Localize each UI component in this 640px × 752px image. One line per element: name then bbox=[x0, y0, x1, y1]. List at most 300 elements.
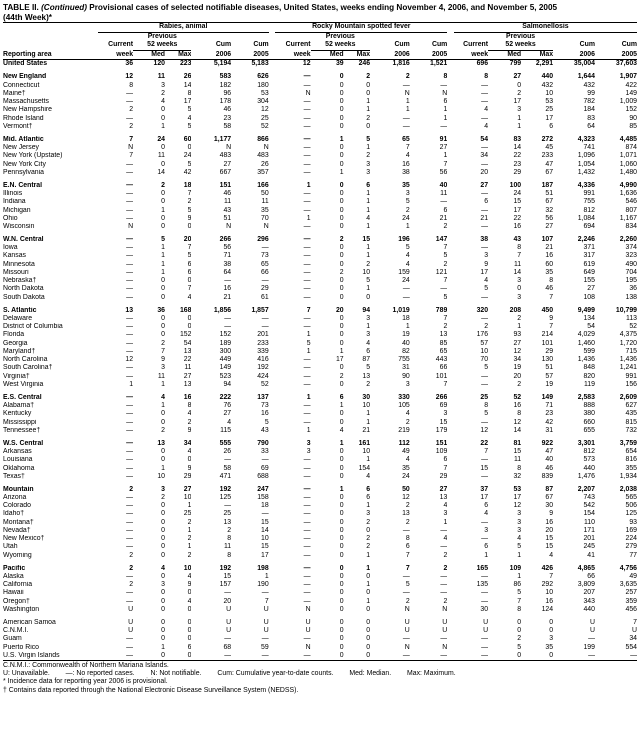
cell-value: 17 bbox=[513, 206, 522, 214]
table-row bbox=[3, 381, 637, 389]
cell-value: 0 bbox=[161, 144, 166, 152]
cell-value: 36 bbox=[157, 306, 166, 314]
cell-value: 43 bbox=[513, 236, 522, 244]
cell-value: 10 bbox=[183, 494, 192, 501]
cell-value: — bbox=[126, 347, 134, 355]
table-row bbox=[3, 619, 637, 627]
cell-value: 152 bbox=[219, 331, 232, 339]
cell-value: 2 bbox=[405, 418, 410, 426]
table-row bbox=[3, 473, 637, 481]
cell-value: 94 bbox=[223, 380, 232, 388]
cell-value: — bbox=[481, 518, 489, 526]
table-row bbox=[3, 456, 637, 464]
table-row bbox=[3, 307, 637, 315]
cell-value: — bbox=[440, 589, 448, 597]
cell-value: 184 bbox=[583, 106, 595, 114]
cell-value: 0 bbox=[339, 448, 344, 456]
cell-value: — bbox=[303, 510, 311, 518]
area-name: West Virginia bbox=[3, 380, 44, 388]
cell-value: — bbox=[126, 168, 134, 176]
cell-value: — bbox=[303, 222, 311, 230]
cell-value: 0 bbox=[161, 106, 166, 114]
cell-value: 0 bbox=[339, 331, 344, 339]
cell-value: 3 bbox=[161, 485, 166, 493]
cell-value: 5 bbox=[484, 410, 489, 418]
table-row bbox=[3, 440, 637, 448]
cell-value: 85 bbox=[629, 122, 637, 130]
cell-value: 32 bbox=[513, 472, 522, 480]
cell-value: 7 bbox=[161, 347, 166, 355]
cell-value: 424 bbox=[257, 372, 269, 380]
cell-value: 1 bbox=[306, 347, 311, 355]
table-row bbox=[3, 427, 637, 435]
cell-value: U bbox=[263, 627, 269, 635]
area-name: Washington bbox=[3, 605, 40, 613]
area-name: Maine† bbox=[3, 89, 26, 97]
cell-value: 292 bbox=[541, 581, 554, 589]
table-row bbox=[3, 215, 637, 223]
cell-value: 71 bbox=[223, 252, 232, 260]
cell-value: 4 bbox=[484, 106, 489, 114]
cell-value: 24 bbox=[402, 214, 410, 222]
cell-value: — bbox=[126, 494, 134, 501]
cell-value: — bbox=[126, 260, 134, 268]
cell-value: 149 bbox=[541, 393, 554, 401]
cell-value: 7 bbox=[187, 190, 192, 198]
cell-value: 20 bbox=[183, 236, 192, 244]
table-row bbox=[3, 223, 637, 231]
cell-value: 5 bbox=[405, 244, 410, 252]
cell-value: U bbox=[128, 605, 134, 613]
cell-value: 2,246 bbox=[577, 236, 595, 244]
cell-value: 4 bbox=[443, 535, 448, 543]
cell-value: 555 bbox=[219, 439, 232, 447]
cell-value: 0 bbox=[517, 627, 522, 635]
cell-value: — bbox=[126, 89, 134, 97]
cell-value: 1 bbox=[187, 502, 192, 510]
cell-value: 0 bbox=[339, 98, 344, 106]
cell-value: 1 bbox=[366, 456, 371, 464]
cell-value: 21 bbox=[362, 426, 371, 434]
cell-value: 583 bbox=[219, 73, 232, 81]
cell-value: 2 bbox=[161, 89, 166, 97]
cell-value: — bbox=[303, 418, 311, 426]
cell-value: — bbox=[126, 456, 134, 464]
cell-value: 2 bbox=[339, 372, 344, 380]
table-body bbox=[3, 60, 637, 661]
cell-value: 440 bbox=[541, 73, 554, 81]
cell-value: 1 bbox=[306, 214, 311, 222]
cell-value: — bbox=[303, 551, 311, 559]
cell-value: 874 bbox=[625, 144, 637, 152]
cell-value: 3,301 bbox=[577, 439, 595, 447]
cell-value: — bbox=[261, 456, 269, 464]
cell-value: 22 bbox=[480, 439, 489, 447]
cell-value: 9 bbox=[161, 356, 166, 364]
cell-value: 4 bbox=[443, 502, 448, 510]
cell-value: — bbox=[481, 222, 489, 230]
cell-value: 0 bbox=[339, 543, 344, 551]
cell-value: 0 bbox=[187, 277, 192, 285]
cell-value: 0 bbox=[339, 581, 344, 589]
cell-value: 4 bbox=[366, 472, 371, 480]
area-name: Arizona bbox=[3, 494, 27, 501]
cell-value: 1 bbox=[366, 502, 371, 510]
cell-value: 0 bbox=[339, 380, 344, 388]
cell-value: 1 bbox=[161, 244, 166, 252]
cell-value: 0 bbox=[161, 314, 166, 322]
cum-label: Cum bbox=[253, 41, 269, 49]
legend-item: Med: Median. bbox=[349, 670, 392, 678]
cell-value: 16 bbox=[402, 160, 410, 168]
area-name: Vermont† bbox=[3, 122, 33, 130]
cell-value: 0 bbox=[339, 190, 344, 198]
cell-value: — bbox=[126, 535, 134, 543]
cell-value: 0 bbox=[339, 73, 344, 81]
cell-value: U bbox=[305, 627, 311, 635]
cell-value: 1,856 bbox=[213, 306, 232, 314]
cell-value: 12 bbox=[513, 418, 522, 426]
area-name: United States bbox=[3, 60, 48, 68]
cell-value: 4 bbox=[161, 98, 166, 106]
cell-value: — bbox=[402, 589, 410, 597]
cell-value: 83 bbox=[587, 114, 595, 122]
cell-value: 7 bbox=[443, 380, 448, 388]
table-row bbox=[3, 252, 637, 260]
cell-value: 8 bbox=[549, 277, 554, 285]
cell-value: 0 bbox=[339, 589, 344, 597]
cell-value: 64 bbox=[223, 268, 232, 276]
cell-value: 1,480 bbox=[619, 168, 637, 176]
area-name: Pennsylvania bbox=[3, 168, 44, 176]
table-row bbox=[3, 161, 637, 169]
cell-value: 0 bbox=[517, 285, 522, 293]
cell-value: 1,019 bbox=[392, 306, 410, 314]
cell-value: 15 bbox=[480, 464, 489, 472]
cell-value: 7 bbox=[443, 464, 448, 472]
cell-value: 1 bbox=[366, 581, 371, 589]
cell-value: 1 bbox=[517, 122, 522, 130]
cell-value: 10 bbox=[261, 535, 269, 543]
cell-value: 26 bbox=[223, 448, 232, 456]
cell-value: 3 bbox=[517, 277, 522, 285]
cell-value: — bbox=[126, 244, 134, 252]
cell-value: U bbox=[263, 605, 269, 613]
cell-value: 1 bbox=[443, 518, 448, 526]
area-name: Missouri bbox=[3, 268, 29, 276]
cell-value: — bbox=[126, 331, 134, 339]
cell-value: 5 bbox=[187, 160, 192, 168]
cell-value: 0 bbox=[517, 618, 522, 626]
cell-value: 6 bbox=[366, 347, 371, 355]
cell-value: 922 bbox=[541, 439, 554, 447]
disease-header-rmsf: Rocky Mountain spotted fever bbox=[275, 23, 447, 33]
table-row bbox=[3, 60, 637, 69]
cell-value: 834 bbox=[625, 222, 637, 230]
cell-value: 0 bbox=[187, 222, 192, 230]
cell-value: 812 bbox=[583, 448, 595, 456]
cell-value: 5 bbox=[187, 106, 192, 114]
cell-value: — bbox=[231, 652, 269, 661]
cell-value: — bbox=[303, 277, 311, 285]
cell-value: 34 bbox=[629, 635, 637, 643]
cell-value: U bbox=[404, 618, 410, 626]
table-row bbox=[3, 115, 637, 123]
cell-value: 2 bbox=[366, 152, 371, 160]
cell-value: 2 bbox=[443, 597, 448, 605]
cell-value: 0 bbox=[339, 214, 344, 222]
cell-value: 1 bbox=[366, 418, 371, 426]
cell-value: 20 bbox=[223, 597, 232, 605]
cell-value: 76 bbox=[223, 402, 232, 410]
cell-value: 506 bbox=[625, 502, 637, 510]
cell-value: 7 bbox=[405, 564, 410, 572]
cell-value: 25 bbox=[545, 106, 554, 114]
cell-value: 222 bbox=[219, 393, 232, 401]
cell-value: 4 bbox=[405, 410, 410, 418]
cell-value: 9 bbox=[187, 214, 192, 222]
cell-value: 30 bbox=[545, 502, 554, 510]
cell-value: 0 bbox=[549, 618, 554, 626]
med-label: Med bbox=[133, 50, 165, 60]
cell-value: 179 bbox=[435, 426, 448, 434]
cell-value: 688 bbox=[257, 472, 269, 480]
cell-value: 135 bbox=[476, 581, 489, 589]
table-row bbox=[3, 527, 637, 535]
cell-value: 839 bbox=[541, 472, 554, 480]
cell-value: 2,583 bbox=[577, 393, 595, 401]
cell-value: 2 bbox=[161, 494, 166, 501]
cell-value: 54 bbox=[587, 323, 595, 331]
cell-value: 0 bbox=[339, 410, 344, 418]
cell-value: 357 bbox=[257, 168, 269, 176]
cell-value: 1 bbox=[161, 206, 166, 214]
cell-value: N bbox=[128, 222, 134, 230]
cell-value: 73 bbox=[261, 252, 269, 260]
cell-value: 1 bbox=[264, 572, 269, 580]
cell-value: — bbox=[261, 510, 269, 518]
cell-value: 154 bbox=[358, 464, 371, 472]
cell-value: 107 bbox=[541, 236, 554, 244]
cell-value: — bbox=[454, 652, 488, 661]
cell-value: 0 bbox=[161, 214, 166, 222]
cell-value: 696 bbox=[476, 60, 489, 68]
cell-value: 30 bbox=[362, 393, 371, 401]
area-name: New Jersey bbox=[3, 144, 39, 152]
med-label: Med bbox=[488, 50, 521, 60]
area-name: New York City bbox=[3, 160, 46, 168]
cell-value: 57 bbox=[545, 372, 554, 380]
cell-value: 34 bbox=[183, 439, 192, 447]
cell-value: 37 bbox=[480, 485, 489, 493]
cell-value: 9 bbox=[484, 260, 489, 268]
cell-value: 6 bbox=[366, 485, 371, 493]
cell-value: 0 bbox=[339, 122, 344, 130]
cell-value: 115 bbox=[220, 426, 232, 434]
cell-value: 17 bbox=[513, 494, 522, 501]
cell-value: 155 bbox=[583, 277, 595, 285]
cell-value: 46 bbox=[545, 285, 554, 293]
cell-value: — bbox=[481, 114, 489, 122]
previous-label: Previous bbox=[147, 32, 177, 40]
cell-value: 20 bbox=[335, 306, 344, 314]
cell-value: 654 bbox=[625, 448, 637, 456]
cell-value: — bbox=[224, 635, 232, 643]
cell-value: 1,857 bbox=[251, 306, 269, 314]
cell-value: — bbox=[303, 314, 311, 322]
cell-value: 0 bbox=[161, 114, 166, 122]
cell-value: 37,603 bbox=[615, 60, 637, 68]
cell-value: — bbox=[402, 635, 410, 643]
cell-value: 25 bbox=[223, 510, 232, 518]
cell-value: 807 bbox=[625, 206, 637, 214]
cell-value: U bbox=[483, 627, 489, 635]
cell-value: 13 bbox=[439, 494, 448, 501]
cell-value: 65 bbox=[439, 347, 448, 355]
cell-value: 71 bbox=[545, 402, 554, 410]
cell-value: 1,071 bbox=[619, 152, 637, 160]
cell-value: 4,336 bbox=[577, 181, 595, 189]
cell-value: 704 bbox=[625, 268, 637, 276]
cell-value: — bbox=[402, 122, 410, 130]
area-name: Maryland† bbox=[3, 347, 36, 355]
cell-value: U bbox=[226, 605, 232, 613]
cell-value: 2 bbox=[517, 89, 522, 97]
area-name: Florida bbox=[3, 331, 25, 339]
max-label: Max bbox=[344, 50, 370, 60]
cell-value: 300 bbox=[219, 347, 232, 355]
cell-value: 0 bbox=[161, 323, 166, 331]
cell-value: 3 bbox=[306, 448, 311, 456]
cell-value: — bbox=[303, 268, 311, 276]
cell-value: 52 bbox=[261, 122, 269, 130]
cell-value: 53 bbox=[261, 89, 269, 97]
cell-value: 50 bbox=[261, 190, 269, 198]
cell-value: — bbox=[126, 426, 134, 434]
cell-value: 87 bbox=[545, 485, 554, 493]
cell-value: 573 bbox=[583, 456, 595, 464]
cell-value: — bbox=[126, 314, 134, 322]
cell-value: 266 bbox=[435, 393, 448, 401]
year-2006-label: 2006 bbox=[553, 50, 595, 60]
cell-value: — bbox=[261, 277, 269, 285]
cell-value: 137 bbox=[257, 393, 269, 401]
cell-value: N bbox=[263, 222, 269, 230]
cell-value: N bbox=[305, 605, 311, 613]
cell-value: 166 bbox=[257, 181, 269, 189]
cell-value: — bbox=[303, 206, 311, 214]
cell-value: 1 bbox=[306, 393, 311, 401]
cell-value: 4,375 bbox=[619, 331, 637, 339]
cell-value: 19 bbox=[545, 380, 554, 388]
table-row bbox=[3, 581, 637, 589]
cell-value: — bbox=[440, 526, 448, 534]
cell-value: 4,756 bbox=[619, 564, 637, 572]
cell-value: 49 bbox=[629, 572, 637, 580]
cell-value: 171 bbox=[583, 526, 595, 534]
cell-value: — bbox=[303, 244, 311, 252]
cell-value: 4 bbox=[405, 252, 410, 260]
cell-value: 0 bbox=[339, 244, 344, 252]
table-row bbox=[3, 236, 637, 244]
cell-value: — bbox=[303, 564, 311, 572]
cell-value: 0 bbox=[187, 314, 192, 322]
current-label: Current bbox=[285, 41, 311, 49]
cell-value: — bbox=[303, 323, 311, 331]
cell-value: 789 bbox=[435, 306, 448, 314]
cell-value: 0 bbox=[161, 198, 166, 206]
cell-value: 196 bbox=[398, 236, 410, 244]
table-row bbox=[3, 331, 637, 339]
cell-value: 542 bbox=[583, 502, 595, 510]
cell-value: 1,460 bbox=[577, 339, 595, 347]
cell-value: 20 bbox=[513, 372, 522, 380]
cell-value: — bbox=[481, 418, 489, 426]
cell-value: — bbox=[275, 652, 310, 661]
cell-value: 7 bbox=[517, 597, 522, 605]
cell-value: 4,865 bbox=[577, 564, 595, 572]
week-label: week bbox=[275, 50, 310, 60]
cell-value: 355 bbox=[625, 464, 637, 472]
cell-value: U bbox=[632, 627, 637, 635]
cell-value: 57 bbox=[480, 339, 489, 347]
cell-value: 152 bbox=[179, 331, 192, 339]
cell-value: 27 bbox=[513, 73, 522, 81]
cell-value: 3 bbox=[366, 314, 371, 322]
cell-value: — bbox=[303, 372, 311, 380]
cell-value: 33 bbox=[261, 448, 269, 456]
cell-value: 8 bbox=[484, 402, 489, 410]
table-row bbox=[3, 448, 637, 456]
cell-value: 14 bbox=[157, 168, 166, 176]
cell-value: 317 bbox=[583, 252, 595, 260]
cell-value: 100 bbox=[509, 181, 522, 189]
area-name: Nevada† bbox=[3, 526, 31, 534]
cell-value: 0 bbox=[339, 293, 344, 301]
cell-value: 443 bbox=[435, 356, 448, 364]
table-row bbox=[3, 410, 637, 418]
title-text: Provisional cases of selected notifiable diseases, United States, weeks ending November 4, 2006, and November 5, 2005 bbox=[87, 3, 558, 12]
cell-value: 2 bbox=[405, 206, 410, 214]
cell-value: 32 bbox=[545, 206, 554, 214]
cell-value: 10 bbox=[157, 472, 166, 480]
cell-value: — bbox=[303, 122, 311, 130]
cell-value: 4 bbox=[161, 564, 166, 572]
cell-value: 5 bbox=[484, 364, 489, 372]
cell-value: 0 bbox=[366, 293, 371, 301]
cell-value: 8 bbox=[187, 402, 192, 410]
area-name: Alaska bbox=[3, 572, 24, 580]
cell-value: 11 bbox=[440, 190, 448, 198]
cell-value: 17 bbox=[335, 356, 344, 364]
cell-value: 7 bbox=[443, 244, 448, 252]
cell-value: 790 bbox=[257, 439, 269, 447]
cell-value: 0 bbox=[339, 285, 344, 293]
cell-value: 667 bbox=[219, 168, 232, 176]
area-name: Minnesota bbox=[3, 260, 35, 268]
cell-value: 815 bbox=[625, 418, 637, 426]
year-2006-label: 2006 bbox=[191, 50, 231, 60]
cell-value: 304 bbox=[257, 98, 269, 106]
cell-value: 0 bbox=[187, 618, 192, 626]
cell-value: 7 bbox=[306, 306, 311, 314]
cell-value: 15 bbox=[545, 543, 554, 551]
previous-label: Previous bbox=[325, 32, 355, 40]
cell-value: 1 bbox=[366, 285, 371, 293]
cell-value: 13 bbox=[362, 372, 371, 380]
cell-value: 0 bbox=[161, 605, 166, 613]
cell-value: N bbox=[226, 144, 232, 152]
